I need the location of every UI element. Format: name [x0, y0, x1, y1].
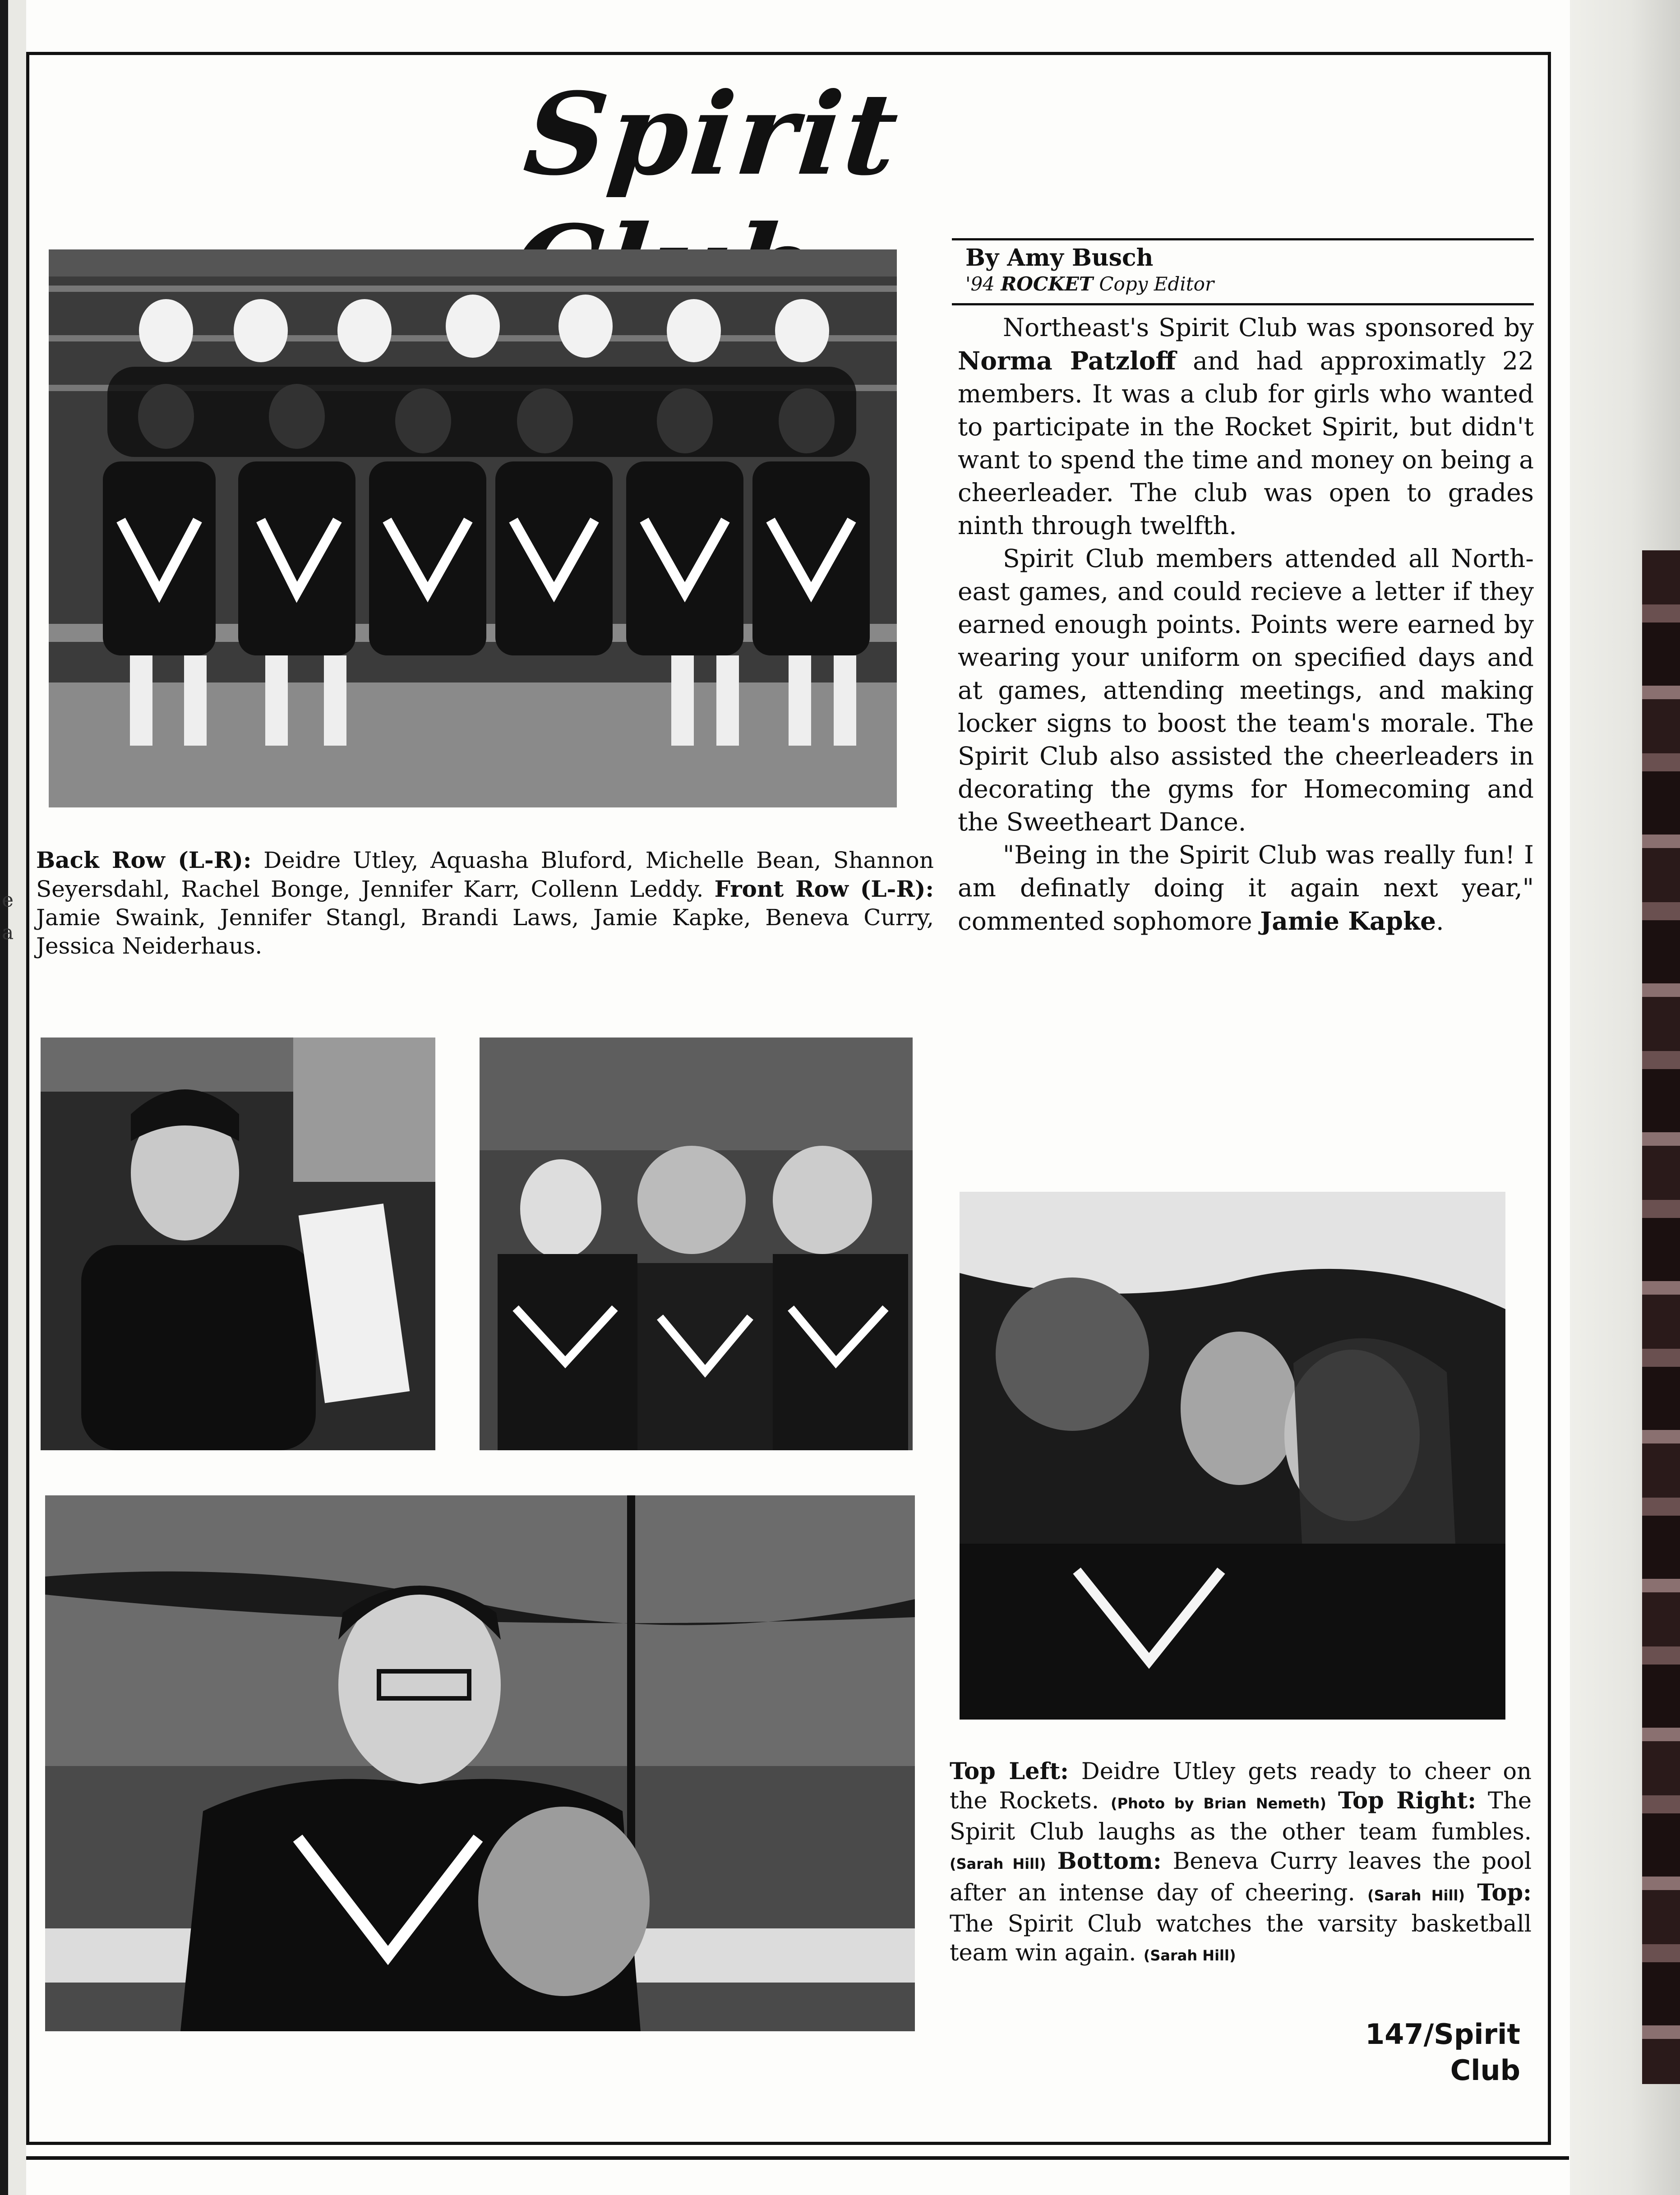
group-photo-caption	[36, 846, 934, 960]
sponsor-name: Norma Patzloff	[958, 346, 1176, 375]
byline-role-rest: Copy Editor	[1099, 273, 1214, 295]
article-paragraph: Spirit Club members attended all North-east games, and could recieve a letter if they earned enough points. Points were earned by wearing your uniform on specified days and at games, attending meetings, and making locker signs to boost the team's morale. The Spirit Club also assisted the cheerleaders in decorating the gyms for Homecoming and the Sweetheart Dance.	[958, 544, 1534, 836]
bottom-rule	[26, 2156, 1569, 2160]
front-row-names: Jamie Swaink, Jennifer Stangl, Brandi Laws, Jamie Kapke, Beneva Curry, Jessica Neiderhaus.	[36, 904, 934, 959]
photo-credit: (Sarah Hill)	[950, 1855, 1046, 1872]
caption-label-top-left: Top Left:	[950, 1758, 1069, 1785]
article-text: "Being in the Spirit Club was really fun! I am definatly doing it again next year," commented sophomore	[958, 840, 1534, 936]
photo-top-right	[480, 1038, 913, 1450]
edge-letter: a	[2, 921, 14, 944]
byline-role-pub: ROCKET	[1001, 273, 1094, 295]
edge-letter: e	[2, 889, 14, 912]
caption-text: The Spirit Club watches the varsity basketball team win again.	[950, 1911, 1532, 1966]
byline-author: By Amy Busch	[965, 244, 1154, 272]
facing-page-margin	[8, 0, 26, 2195]
article-text: .	[1436, 907, 1444, 936]
byline-rule	[952, 238, 1534, 240]
back-row-label: Back Row (L-R):	[36, 847, 252, 873]
photo-top-left	[41, 1038, 435, 1450]
article-text: Northeast's Spirit Club was sponsored by	[1003, 313, 1534, 342]
photo-captions	[950, 1757, 1532, 1970]
article-paragraph	[958, 311, 1534, 542]
article-body	[958, 311, 1534, 938]
photo-right	[960, 1192, 1505, 1720]
quoted-student-name: Jamie Kapke	[1260, 906, 1436, 936]
caption-label-bottom: Bottom:	[1057, 1848, 1162, 1875]
page-title	[519, 68, 1105, 212]
caption-text: Deidre Utley gets ready to cheer on the Rockets.	[950, 1758, 1532, 1814]
back-row-names: Deidre Utley, Aquasha Bluford, Michelle Bean, Shannon Seyersdahl, Rachel Bonge, Jennifer Karr, Collenn Leddy.	[36, 847, 934, 902]
caption-label-top: Top:	[1477, 1879, 1532, 1906]
photo-credit: (Sarah Hill)	[1143, 1947, 1236, 1964]
page-title-text: Spirit	[519, 68, 907, 200]
byline-role-year: '94	[965, 273, 995, 295]
byline	[965, 244, 1525, 296]
front-row-label: Front Row (L-R):	[714, 876, 934, 902]
byline-rule	[952, 303, 1534, 305]
photo-credit: (Sarah Hill)	[1367, 1887, 1465, 1904]
byline-role	[965, 272, 1525, 296]
page-folio: 147/Spirit Club	[1365, 2018, 1520, 2087]
caption-label-top-right: Top Right:	[1338, 1787, 1477, 1814]
next-page-photo-edge	[1642, 550, 1680, 2084]
photo-bottom	[45, 1495, 915, 2031]
article-paragraph	[958, 839, 1534, 938]
binding-edge	[0, 0, 8, 2195]
caption-text: Beneva Curry leaves the pool after an intense day of cheering.	[950, 1848, 1532, 1906]
article-text: and had approximatly 22 members. It was a club for girls who wanted to participate in the Rocket Spirit, but didn't want to spend the time and money on being a cheerleader. The club was open to grades ninth through twelfth.	[958, 346, 1534, 540]
facing-page-text-fragment	[2, 884, 15, 949]
group-photo	[49, 249, 897, 807]
photo-credit: (Photo by Brian Nemeth)	[1110, 1795, 1327, 1812]
caption-text: The Spirit Club laughs as the other team fumbles.	[950, 1788, 1532, 1845]
